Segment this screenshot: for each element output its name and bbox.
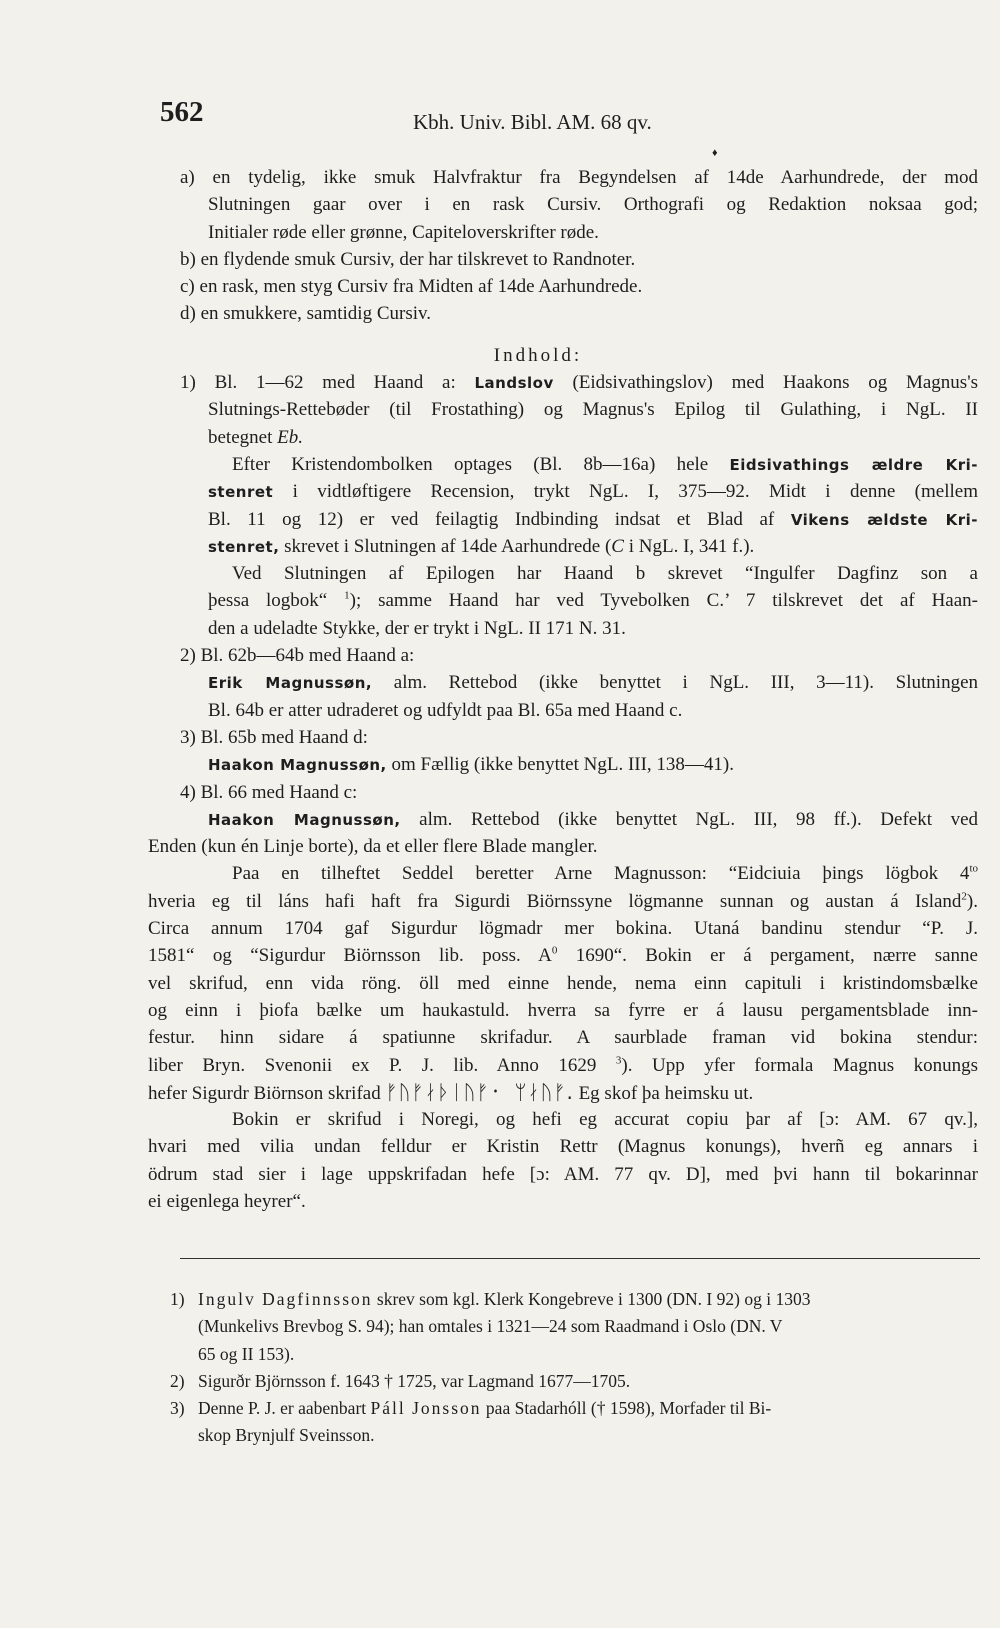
ornament: ♦ (712, 147, 718, 159)
hand-b: b) en flydende smuk Cursiv, der har tilskrevet to Randnoter. (180, 248, 636, 270)
seddel-line-8: liber Bryn. Svenonii ex P. J. lib. Anno 1629 $^3$). Upp yfer formala Magnus konungs (148, 1054, 978, 1076)
bokin-line-3: ödrum stad sier i lage uppskrifadan hefe [ɔ: AM. 77 qv. D], med þvi hann til bokarinnar (148, 1163, 978, 1185)
rune-inscription-2: ᛘᛅᚢᚠ. (514, 1079, 574, 1104)
footnote-1-line-2: (Munkelivs Brevbog S. 94); han omtales i 1321—24 som Raadmand i Oslo (DN. V (198, 1316, 783, 1337)
item-1-para-1-line-2: stenret i vidtløftigere Recension, trykt NgL. I, 375—92. Midt i denne (mellem (208, 481, 978, 503)
item-3-line-1: 3) Bl. 65b med Haand d: (180, 726, 368, 748)
item-1-para-2-line-1: Ved Slutningen af Epilogen har Haand b skrevet “Ingulfer Dagfinz son a (232, 563, 978, 585)
item-1-line-1: 1) Bl. 1—62 med Haand a: Landslov (Eidsivathingslov) med Haakons og Magnus's (180, 372, 979, 394)
hand-a-line-1: a) en tydelig, ikke smuk Halvfraktur fra Begyndelsen af 14de Aarhundrede, der mod (180, 167, 978, 188)
item-2-line-3: Bl. 64b er atter udraderet og udfyldt paa Bl. 65a med Haand c. (208, 699, 683, 721)
item-2-line-2: Erik Magnussøn, alm. Rettebod (ikke benyttet i NgL. III, 3—11). Slutningen (208, 672, 979, 694)
footnote-1-line-3: 65 og II 153). (198, 1343, 295, 1364)
seddel-line-5: vel skrifud, enn vida röng. öll med einne hende, nema einn capituli i kristindomsbælke (148, 972, 978, 994)
item-1-para-1-line-4: stenret, skrevet i Slutningen af 14de Aarhundrede (C i NgL. I, 341 f.). (208, 535, 755, 557)
seddel-line-9: hefer Sigurdr Biörnson skrifad ᚠᚢᚠᛅᚦᛁᚢᚠ᛫ ᛘᛅᚢᚠ. Eg skof þa heimsku ut. (148, 1079, 754, 1104)
page-header (160, 96, 990, 159)
main-text (148, 164, 978, 1215)
item-1-para-2-line-3: den a udeladte Stykke, der er trykt i NgL. II 171 N. 31. (208, 617, 626, 639)
bokin-line-2: hvari med vilia undan felldur er Kristin Rettr (Magnus konungs), hverñ eg annars i (148, 1136, 978, 1158)
footnote-1-line-1: 1) Ingulv Dagfinnsson skrev som kgl. Klerk Kongebreve i 1300 (DN. I 92) og i 1303 (170, 1289, 811, 1309)
footnotes (170, 1286, 980, 1450)
item-3-line-2: Haakon Magnussøn, om Fællig (ikke benyttet NgL. III, 138—41). (208, 754, 734, 776)
seddel-line-2: hveria eg til láns hafi haft fra Sigurdi Biörnssyne lögmanne sunnan og austan á Island$^2$). (148, 890, 978, 912)
seddel-line-1: Paa en tilheftet Seddel beretter Arne Magnusson: “Eidciuia þings lögbok $4^{to}$ (232, 863, 978, 885)
item-1-para-2-line-2: þessa logbok“ $^1$); samme Haand har ved Tyvebolken C.’ 7 tilskrevet det af Haan- (208, 590, 978, 612)
page-number: 562 (160, 96, 204, 128)
bokin-line-4: ei eigenlega heyrer“. (148, 1190, 306, 1212)
hand-a-line-2: Slutningen gaar over i en rask Cursiv. Orthografi og Redaktion noksaa god; (208, 194, 978, 216)
rune-inscription-1: ᚠᚢᚠᛅᚦᛁᚢᚠ᛫ (385, 1079, 503, 1104)
landslov-label: Landslov (474, 374, 554, 393)
hand-c: c) en rask, men styg Cursiv fra Midten af 14de Aarhundrede. (180, 276, 643, 298)
item-2-line-1: 2) Bl. 62b—64b med Haand a: (180, 645, 415, 667)
contents-heading: Indhold: (493, 344, 583, 366)
footnote-rule (180, 1258, 980, 1259)
seddel-line-4: 1581“ og “Sigurdur Biörnsson lib. poss. $A^0$ 1690“. Bokin er á pergament, nærre sanne (148, 944, 978, 967)
seddel-line-7: festur. hinn sidare á spatiunne skrifadur. A saurblade framan vid bokina stendur: (148, 1027, 978, 1049)
item-1-para-1-line-1: Efter Kristendombolken optages (Bl. 8b—16a) hele Eidsivathings ældre Kri- (232, 453, 978, 475)
item-4-line-2: Haakon Magnussøn, alm. Rettebod (ikke benyttet NgL. III, 98 ff.). Defekt ved (208, 808, 978, 830)
hand-d: d) en smukkere, samtidig Cursiv. (180, 303, 432, 325)
footnote-3-line-1: 3) Denne P. J. er aabenbart Páll Jonsson paa Stadarhóll († 1598), Morfader til Bi- (170, 1398, 772, 1419)
item-1-para-1-line-3: Bl. 11 og 12) er ved feilagtig Indbinding indsat et Blad af Vikens ældste Kri- (208, 508, 978, 530)
seddel-line-6: og einn i þiofa bælke um haukastuld. hverra sa fyrre er á lausu pergamentsblade inn- (148, 999, 978, 1021)
seddel-line-3: Circa annum 1704 gaf Sigurdur lögmadr mer bokina. Utaná bandinu stendur “P. J. (148, 918, 978, 940)
hand-a-line-3: Initialer røde eller grønne, Capiteloverskrifter røde. (208, 221, 599, 243)
item-1-line-3: betegnet Eb. (208, 426, 303, 448)
item-1-line-2: Slutnings-Rettebøder (til Frostathing) og Magnus's Epilog til Gulathing, i NgL. II (208, 399, 978, 421)
bokin-line-1: Bokin er skrifud i Noregi, og hefi eg accurat copiu þar af [ɔ: AM. 67 qv.], (232, 1109, 978, 1131)
running-title: Kbh. Univ. Bibl. AM. 68 qv. (413, 110, 652, 134)
footnote-3-line-2: skop Brynjulf Sveinsson. (198, 1425, 375, 1446)
item-4-line-3: Enden (kun én Linje borte), da et eller flere Blade mangler. (148, 836, 598, 858)
footnote-2: 2) Sigurðr Björnsson f. 1643 † 1725, var Lagmand 1677—1705. (170, 1370, 631, 1391)
item-4-line-1: 4) Bl. 66 med Haand c: (180, 781, 358, 803)
